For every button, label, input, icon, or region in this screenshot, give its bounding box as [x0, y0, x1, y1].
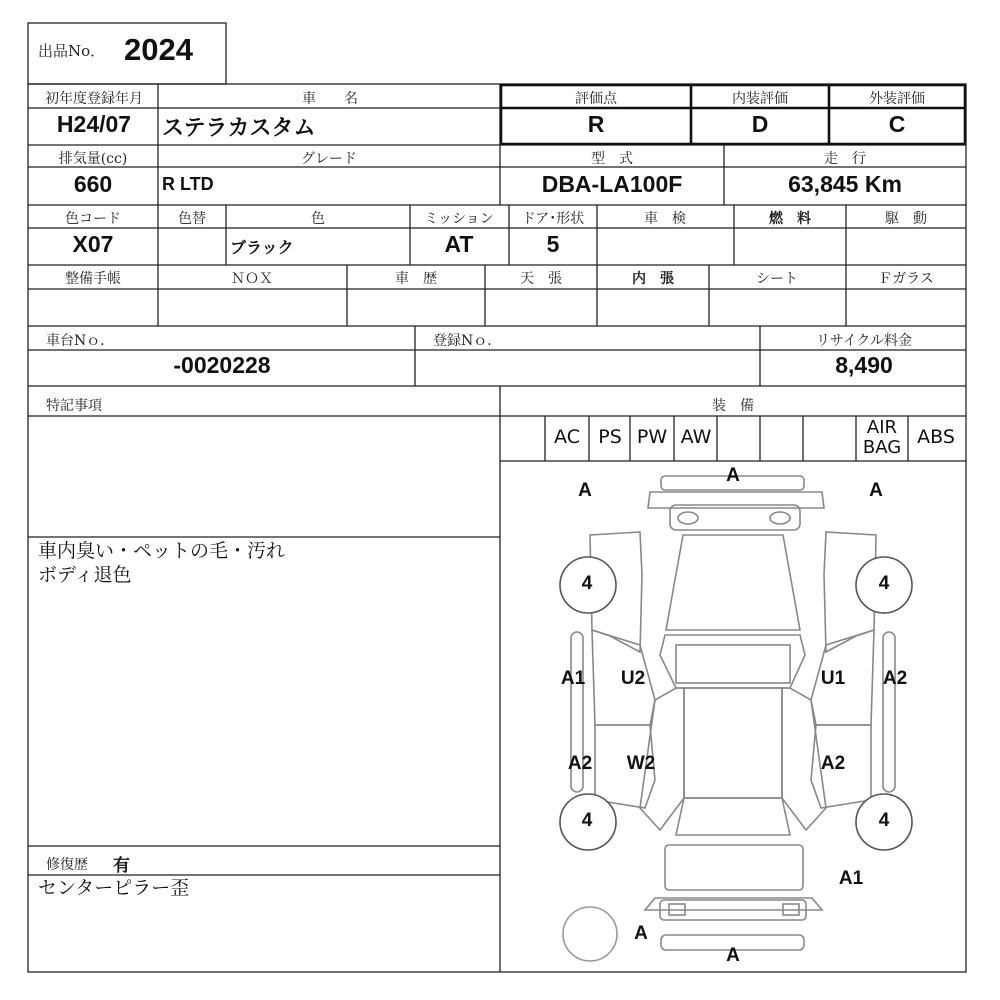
equipment-abs: ABS	[917, 426, 955, 448]
header-color: 色	[311, 211, 325, 227]
score-value: R	[587, 111, 605, 137]
color-code-value: X07	[72, 231, 114, 257]
grade-value: R LTD	[162, 174, 214, 194]
chassis-no-value: -0020228	[173, 352, 271, 378]
header-model: 型 式	[591, 151, 633, 167]
damage-mark: U1	[820, 668, 846, 689]
remark-line: 車内臭い・ペットの毛・汚れ	[38, 540, 286, 562]
header-repaint: 色替	[178, 211, 206, 227]
repair-note: センターピラー歪	[38, 877, 190, 899]
damage-mark: A1	[560, 668, 586, 689]
equipment-aw: AW	[680, 426, 712, 448]
car-name-value: ステラカスタム	[162, 116, 316, 141]
header-score: 評価点	[575, 91, 617, 107]
damage-mark: A	[578, 480, 592, 501]
header-roof: 天 張	[520, 271, 562, 287]
header-seat: シート	[756, 271, 798, 287]
recycle-value: 8,490	[835, 352, 893, 378]
header-inspection: 車 検	[644, 211, 686, 227]
equipment-airbag-line2: BAG	[862, 437, 902, 458]
mileage-value: 63,845 Km	[788, 171, 902, 197]
header-repair-history: 修復歴	[46, 857, 88, 873]
header-chassis-no: 車台Nｏ．	[46, 333, 115, 349]
transmission-value: AT	[444, 231, 474, 257]
equipment-ac: AC	[554, 426, 580, 448]
damage-mark: 4	[581, 810, 593, 831]
damage-mark: 4	[878, 810, 890, 831]
damage-mark: A	[634, 923, 648, 944]
damage-mark: W2	[626, 753, 656, 774]
header-reg-no: 登録Nｏ．	[433, 333, 502, 349]
header-exterior: 外装評価	[869, 91, 925, 107]
header-transmission: ミッション	[424, 211, 494, 227]
damage-mark: A	[726, 465, 740, 486]
color-value: ブラック	[230, 238, 294, 257]
exterior-value: C	[888, 111, 906, 137]
damage-mark: A2	[567, 753, 593, 774]
header-interior: 内装評価	[732, 91, 788, 107]
damage-mark: 4	[878, 573, 890, 594]
doors-value: 5	[546, 231, 560, 257]
header-doors: ドア･形状	[521, 211, 585, 227]
equipment-ps: PS	[598, 426, 622, 448]
header-recycle: リサイクル料金	[815, 333, 913, 349]
header-f-glass: Ｆガラス	[878, 271, 934, 287]
header-equipment: 装 備	[712, 398, 754, 414]
interior-value: D	[751, 111, 769, 137]
damage-mark: A	[726, 945, 740, 966]
damage-mark: A1	[838, 868, 864, 889]
damage-mark: 4	[581, 573, 593, 594]
displacement-value: 660	[73, 171, 113, 197]
equipment-pw: PW	[636, 426, 668, 448]
damage-mark: A2	[820, 753, 846, 774]
header-color-code: 色コード	[65, 211, 121, 227]
header-manual: 整備手帳	[65, 271, 121, 287]
remark-line: ボディ退色	[38, 564, 132, 586]
lot-number-label: 出品No．	[38, 42, 106, 60]
equipment-airbag-line1: AIR	[866, 417, 898, 438]
header-grade: グレード	[301, 151, 357, 167]
model-value: DBA-LA100F	[541, 171, 683, 197]
lot-number-value: 2024	[124, 32, 193, 67]
header-history: 車 歴	[395, 271, 437, 287]
reg-year-value: H24/07	[56, 111, 132, 137]
header-displacement: 排気量(cc)	[58, 151, 128, 167]
header-reg-year: 初年度登録年月	[45, 91, 143, 107]
damage-mark: A	[869, 480, 883, 501]
header-remarks: 特記事項	[46, 398, 102, 414]
header-mileage: 走 行	[824, 151, 866, 167]
header-drive: 駆 動	[885, 211, 927, 227]
damage-mark: A2	[882, 668, 908, 689]
header-nox: ＮＯＸ	[231, 271, 273, 287]
damage-mark: U2	[620, 668, 646, 689]
header-interior-trim: 内 張	[632, 271, 674, 287]
header-car-name: 車 名	[302, 91, 358, 107]
repair-history-value: 有	[113, 856, 130, 876]
header-fuel: 燃 料	[769, 211, 811, 227]
